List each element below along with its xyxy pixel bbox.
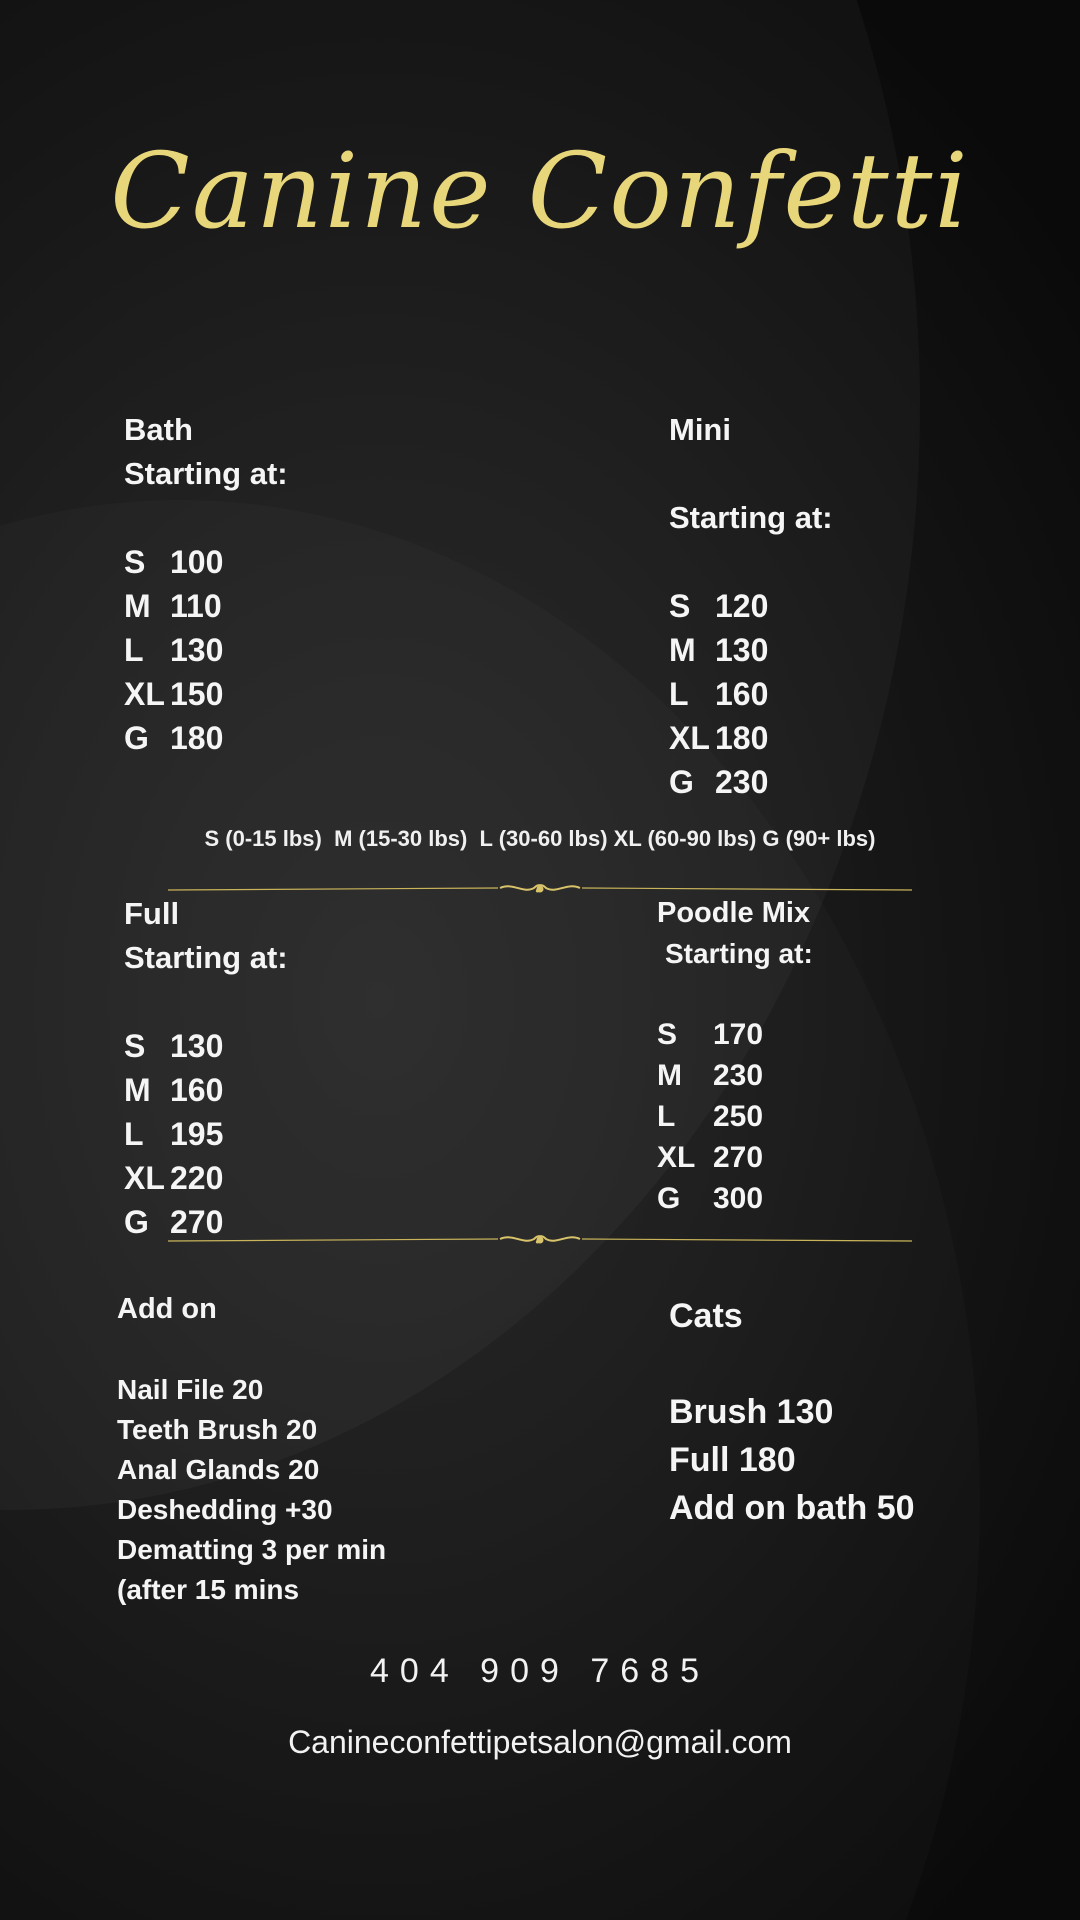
price-value: 130 xyxy=(170,632,224,668)
price-row xyxy=(669,584,833,628)
cats-heading: Cats xyxy=(669,1297,743,1335)
price-row xyxy=(124,1156,288,1200)
price-row xyxy=(124,628,288,672)
full-price-list xyxy=(124,1024,288,1244)
size-label: L xyxy=(124,1116,144,1152)
cats-section xyxy=(669,1292,915,1532)
price-value: 170 xyxy=(713,1018,764,1051)
size-label: S xyxy=(669,588,691,624)
price-value: 180 xyxy=(170,720,224,756)
bath-section xyxy=(124,408,288,760)
price-value: 130 xyxy=(170,1028,224,1064)
add-on-item: Nail File 20 xyxy=(117,1374,264,1405)
add-on-item: Anal Glands 20 xyxy=(117,1454,320,1485)
full-section xyxy=(124,892,288,1244)
price-row xyxy=(657,1178,813,1219)
email-address[interactable]: Canineconfettipetsalon@gmail.com xyxy=(288,1724,792,1760)
mini-section xyxy=(669,408,833,804)
full-heading: Full xyxy=(124,896,180,931)
price-value: 195 xyxy=(170,1116,224,1152)
price-value: 160 xyxy=(170,1072,224,1108)
size-label: G xyxy=(124,720,149,756)
size-label: M xyxy=(669,632,696,668)
price-row xyxy=(657,1014,813,1055)
price-row xyxy=(669,716,833,760)
price-row xyxy=(124,1024,288,1068)
size-label: S xyxy=(124,544,146,580)
price-row xyxy=(657,1096,813,1137)
size-label: L xyxy=(657,1100,676,1133)
size-label: L xyxy=(669,676,689,712)
price-row xyxy=(669,760,833,804)
mini-heading: Mini xyxy=(669,412,731,447)
price-value: 230 xyxy=(715,764,769,800)
price-value: 230 xyxy=(713,1059,764,1092)
price-value: 130 xyxy=(715,632,769,668)
bath-heading: Bath xyxy=(124,412,193,447)
size-label: G xyxy=(124,1204,149,1240)
price-row xyxy=(657,1137,813,1178)
add-on-item: (after 15 mins xyxy=(117,1574,300,1605)
price-row xyxy=(124,1068,288,1112)
mini-starting-label: Starting at: xyxy=(669,500,833,535)
price-value: 110 xyxy=(170,588,222,624)
size-label: L xyxy=(124,632,144,668)
size-label: XL xyxy=(669,720,710,756)
price-row xyxy=(124,716,288,760)
price-row xyxy=(124,672,288,716)
price-value: 220 xyxy=(170,1160,224,1196)
size-label: M xyxy=(657,1059,682,1092)
full-starting-label: Starting at: xyxy=(124,940,288,975)
price-row xyxy=(124,584,288,628)
price-value: 120 xyxy=(715,588,769,624)
size-label: S xyxy=(124,1028,146,1064)
size-label: S xyxy=(657,1018,678,1051)
price-value: 250 xyxy=(713,1100,764,1133)
poodle-mix-heading: Poodle Mix xyxy=(657,897,811,929)
bath-starting-label: Starting at: xyxy=(124,456,288,491)
add-on-heading: Add on xyxy=(117,1293,217,1325)
size-label: M xyxy=(124,1072,151,1108)
size-label: XL xyxy=(124,676,165,712)
price-row xyxy=(657,1055,813,1096)
add-on-item: Dematting 3 per min xyxy=(117,1534,387,1565)
add-on-section xyxy=(117,1288,386,1610)
price-row xyxy=(669,672,833,716)
price-row xyxy=(124,540,288,584)
price-value: 300 xyxy=(713,1182,764,1215)
price-value: 150 xyxy=(170,676,224,712)
cats-item: Add on bath 50 xyxy=(669,1489,915,1527)
price-value: 100 xyxy=(170,544,224,580)
size-label: G xyxy=(669,764,694,800)
brand-title: Canine Confetti xyxy=(110,130,970,252)
add-on-item: Teeth Brush 20 xyxy=(117,1414,318,1445)
bath-price-list xyxy=(124,540,288,760)
size-label: XL xyxy=(124,1160,165,1196)
price-row xyxy=(124,1112,288,1156)
price-value: 270 xyxy=(170,1204,224,1240)
phone-number[interactable]: 404 909 7685 xyxy=(370,1652,710,1690)
size-label: G xyxy=(657,1182,681,1215)
ornament-divider xyxy=(168,1231,912,1251)
mini-price-list xyxy=(669,584,833,804)
add-on-item: Deshedding +30 xyxy=(117,1494,333,1525)
price-value: 160 xyxy=(715,676,769,712)
poodle-mix-price-list xyxy=(657,1014,813,1219)
price-row xyxy=(669,628,833,672)
cats-item: Brush 130 xyxy=(669,1393,834,1431)
size-label: M xyxy=(124,588,151,624)
price-value: 270 xyxy=(713,1141,764,1174)
price-value: 180 xyxy=(715,720,769,756)
size-label: XL xyxy=(657,1141,696,1174)
size-legend: S (0-15 lbs) M (15-30 lbs) L (30-60 lbs) XL (60-90 lbs) G (90+ lbs) xyxy=(204,826,876,851)
poodle-mix-section xyxy=(657,892,813,1219)
cats-item: Full 180 xyxy=(669,1441,796,1479)
poodle-mix-starting-label: Starting at: xyxy=(665,938,813,969)
